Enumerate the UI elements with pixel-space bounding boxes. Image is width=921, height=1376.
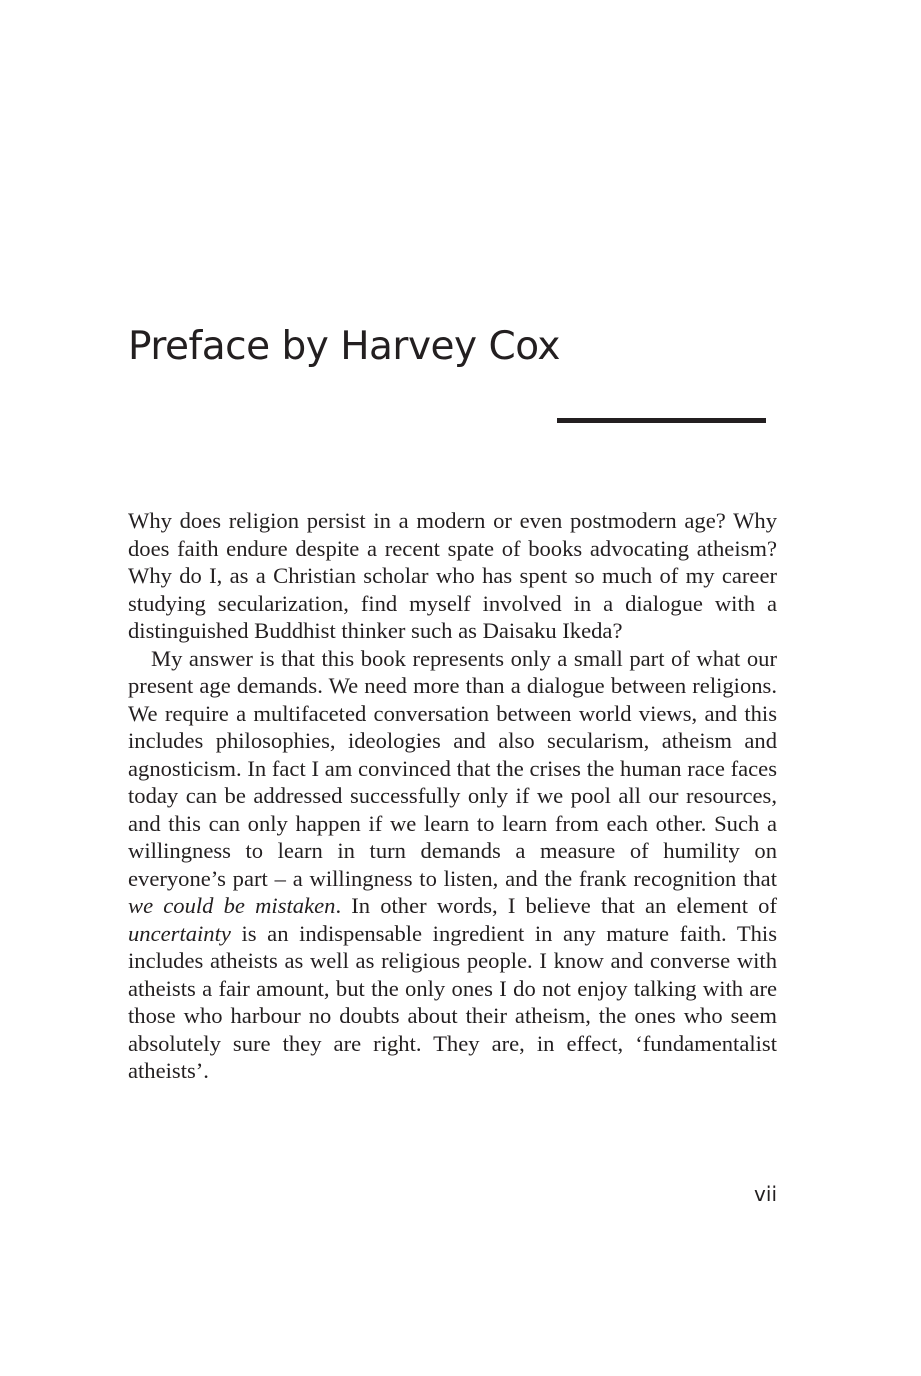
- paragraph-2-text-2: . In other words, I believe that an element of: [335, 893, 777, 918]
- paragraph-2-text-3: is an indispensable ingredient in any mature faith. This includes atheists as well as religious people. I know and converse with atheists a fair amount, but the only ones I do not enjoy talking with are those who harbour no doubts about their atheism, the ones who seem absolutely sure they are right. They are, in effect, ‘fundamentalist atheists’.: [128, 920, 777, 1083]
- paragraph-2-text-1: My answer is that this book represents only a small part of what our present age demands. We need more than a dialogue between religions. We require a multifaceted conversation between world views, and this includes philosophies, ideologies and also secularism, atheism and agnosticism. In fact I am convinced that the crises the human race faces today can be addressed successfully only if we pool all our resources, and this can only happen if we learn to learn from each other. Such a willingness to learn in turn demands a measure of humility on everyone’s part – a willingness to listen, and the frank recognition that: [128, 645, 777, 891]
- emphasis-uncertainty: uncertainty: [128, 920, 231, 946]
- paragraph-2: [128, 645, 777, 1085]
- body-text: [128, 507, 777, 1085]
- title-rule: [557, 418, 766, 423]
- emphasis-we-could-be-mistaken: we could be mistaken: [128, 893, 336, 918]
- page-title: Preface by Harvey Cox: [128, 324, 560, 369]
- page-number: vii: [754, 1182, 777, 1206]
- paragraph-1: Why does religion persist in a modern or even postmodern age? Why does faith endure despite a recent spate of books advocating atheism? Why do I, as a Christian scholar who has spent so much of my career studying secularization, find myself involved in a dialogue with a distinguished Buddhist thinker such as Daisaku Ikeda?: [128, 508, 777, 643]
